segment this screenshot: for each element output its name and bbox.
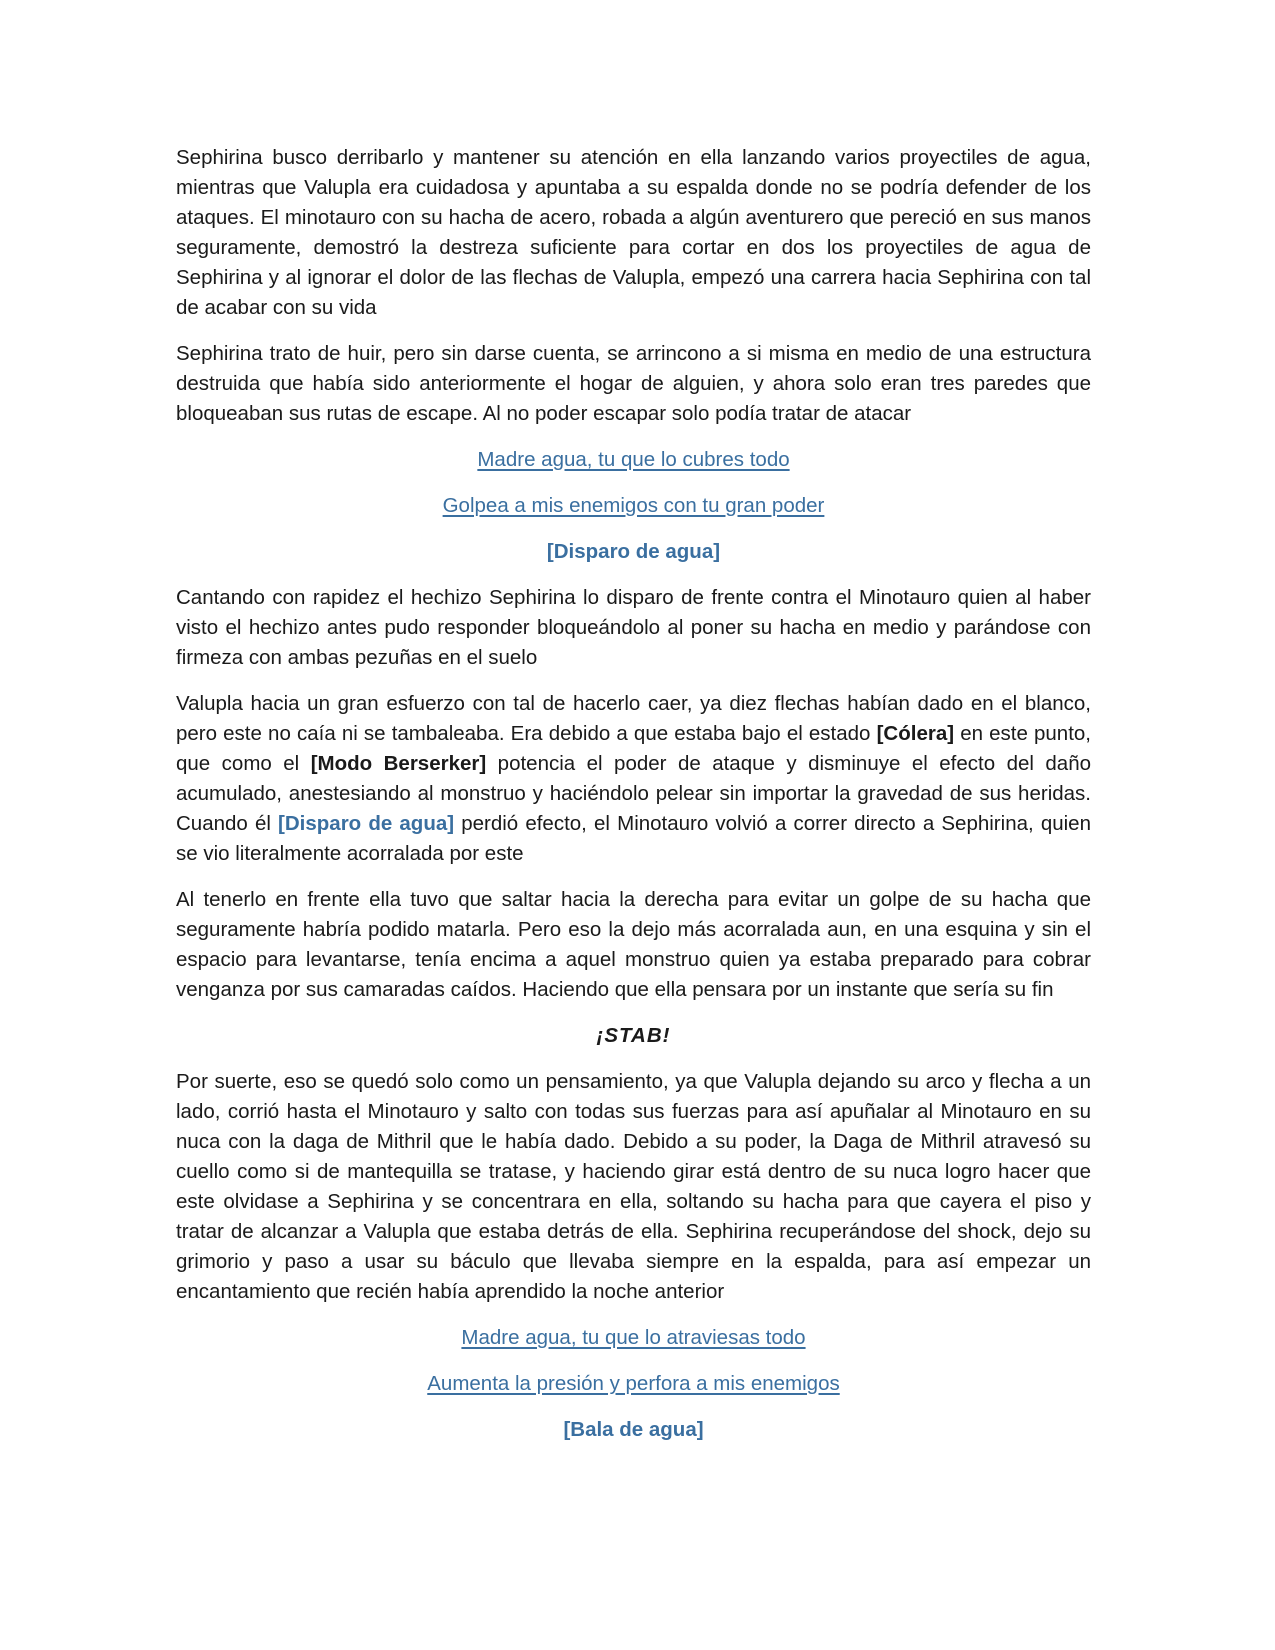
sound-effect-stab: ¡STAB! [596, 1024, 671, 1047]
paragraph-3: Cantando con rapidez el hechizo Sephirina lo disparo de frente contra el Minotauro quien al haber visto el hechizo antes pudo responder bloqueándolo al poner su hacha en medio y parándose con firmeza con ambas pezuñas en el suelo [176, 586, 1091, 669]
paragraph-1: Sephirina busco derribarlo y mantener su atención en ella lanzando varios proyectiles de agua, mientras que Valupla era cuidadosa y apuntaba a su espalda donde no se podría defender de los ataques. El minotauro con su hacha de acero, robada a algún aventurero que pereció en sus manos seguramente, demostró la destreza suficiente para cortar en dos los proyectiles de agua de Sephirina y al ignorar el dolor de las flechas de Valupla, empezó una carrera hacia Sephirina con tal de acabar con su vida [176, 146, 1091, 319]
paragraph-4-text-2: en este punto, que como el [176, 722, 1091, 775]
chant-1-line-2-text: Golpea a mis enemigos con tu gran poder [442, 494, 825, 517]
chant-2-spell-name [176, 1415, 1091, 1445]
status-colera: [Cólera] [876, 722, 955, 745]
chant-1-spell-name [176, 537, 1091, 567]
spell-ref-disparo-de-agua: [Disparo de agua] [278, 812, 455, 835]
chant-2-line-1-text: Madre agua, tu que lo atraviesas todo [461, 1326, 806, 1349]
paragraph-4 [176, 689, 1091, 869]
chant-1-line-1 [176, 445, 1091, 475]
chant-2-line-2 [176, 1369, 1091, 1399]
sound-effect [176, 1021, 1091, 1051]
spell-name-disparo-de-agua: [Disparo de agua] [546, 540, 721, 563]
document-page [176, 143, 1091, 1461]
status-modo-berserker: [Modo Berserker] [310, 752, 487, 775]
spell-name-bala-de-agua: [Bala de agua] [563, 1418, 704, 1441]
chant-1-line-1-text: Madre agua, tu que lo cubres todo [477, 448, 790, 471]
paragraph-4-text-4: perdió efecto, el Minotauro volvió a correr directo a Sephirina, quien se vio literalmente acorralada por este [176, 812, 1091, 865]
paragraph-2: Sephirina trato de huir, pero sin darse cuenta, se arrincono a si misma en medio de una estructura destruida que había sido anteriormente el hogar de alguien, y ahora solo eran tres paredes que bloqueaban sus rutas de escape. Al no poder escapar solo podía tratar de atacar [176, 342, 1091, 425]
chant-2-line-2-text: Aumenta la presión y perfora a mis enemigos [427, 1372, 840, 1395]
paragraph-5: Al tenerlo en frente ella tuvo que saltar hacia la derecha para evitar un golpe de su hacha que seguramente habría podido matarla. Pero eso la dejo más acorralada aun, en una esquina y sin el espacio para levantarse, tenía encima a aquel monstruo quien ya estaba preparado para cobrar venganza por sus camaradas caídos. Haciendo que ella pensara por un instante que sería su fin [176, 888, 1091, 1001]
paragraph-4-text-3: potencia el poder de ataque y disminuye el efecto del daño acumulado, anestesiando al monstruo y haciéndolo pelear sin importar la gravedad de sus heridas. Cuando él [176, 752, 1091, 835]
chant-2-line-1 [176, 1323, 1091, 1353]
chant-1-line-2 [176, 491, 1091, 521]
paragraph-4-text-1: Valupla hacia un gran esfuerzo con tal de hacerlo caer, ya diez flechas habían dado en el blanco, pero este no caía ni se tambaleaba. Era debido a que estaba bajo el estado [176, 692, 1091, 745]
paragraph-6: Por suerte, eso se quedó solo como un pensamiento, ya que Valupla dejando su arco y flecha a un lado, corrió hasta el Minotauro y salto con todas sus fuerzas para así apuñalar al Minotauro en su nuca con la daga de Mithril que le había dado. Debido a su poder, la Daga de Mithril atravesó su cuello como si de mantequilla se tratase, y haciendo girar está dentro de su nuca logro hacer que este olvidase a Sephirina y se concentrara en ella, soltando su hacha para que cayera el piso y tratar de alcanzar a Valupla que estaba detrás de ella. Sephirina recuperándose del shock, dejo su grimorio y paso a usar su báculo que llevaba siempre en la espalda, para así empezar un encantamiento que recién había aprendido la noche anterior [176, 1070, 1091, 1303]
